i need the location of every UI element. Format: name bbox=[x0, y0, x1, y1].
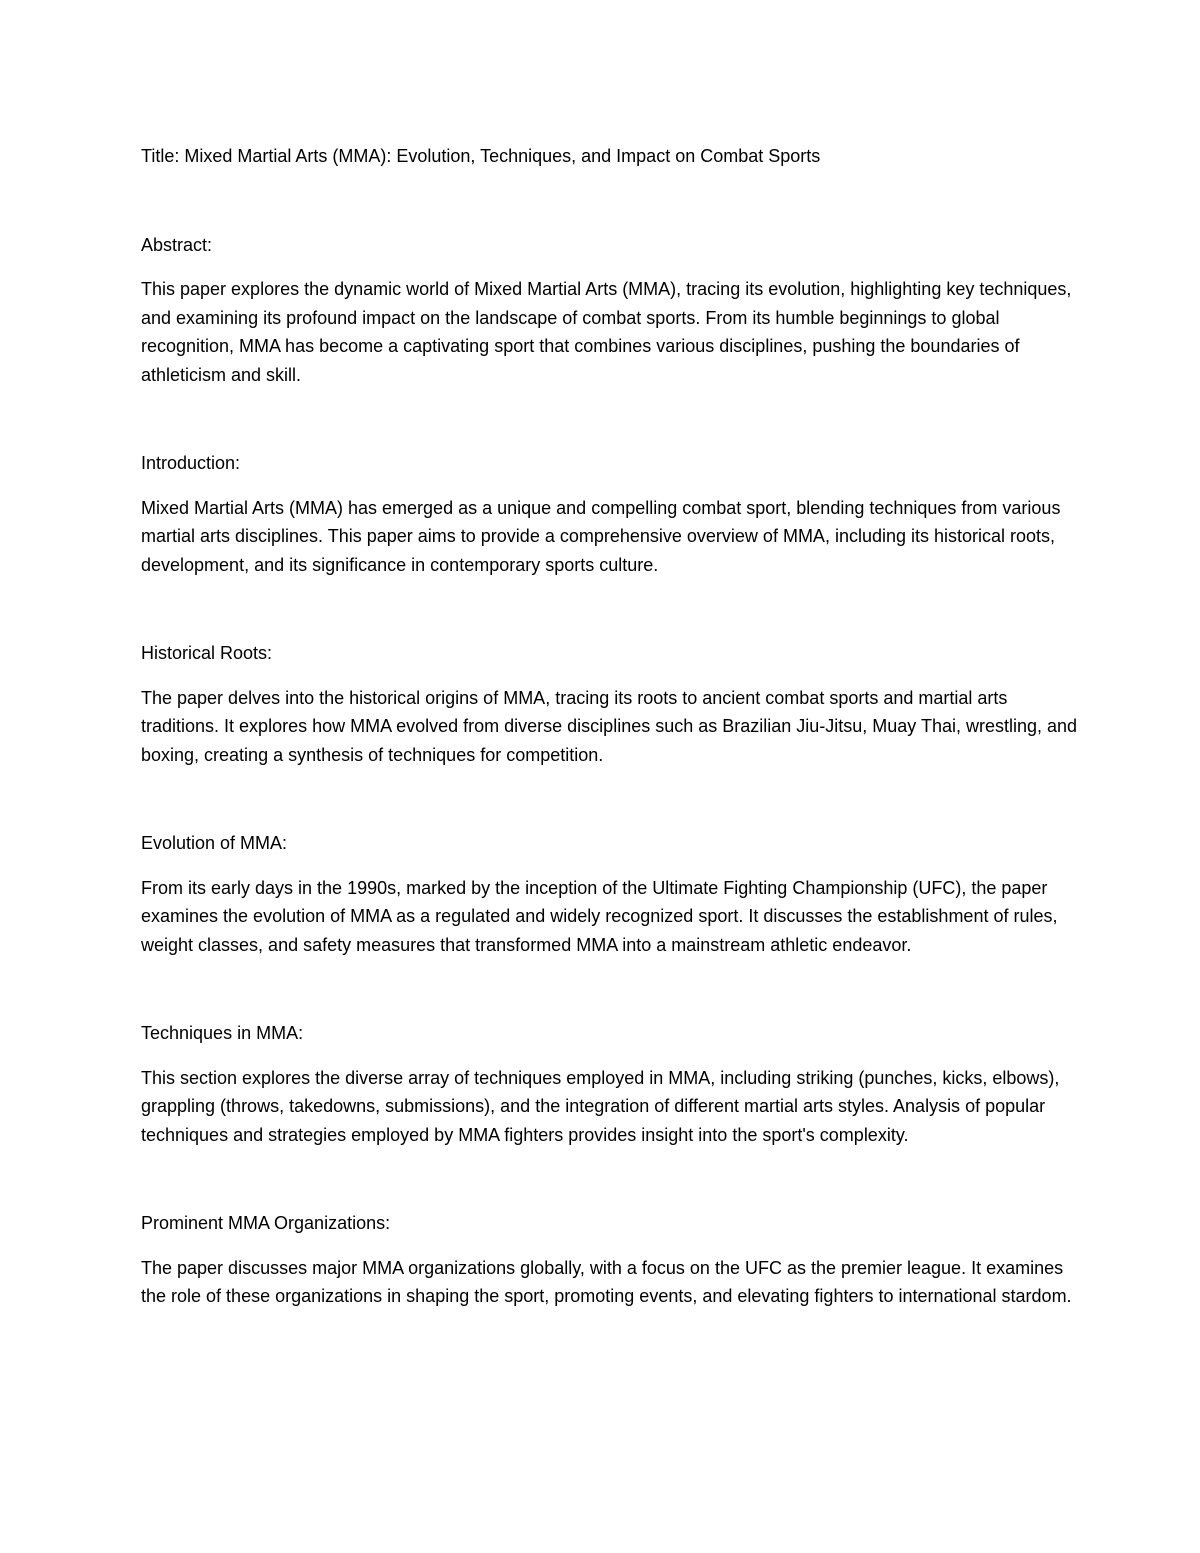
section-body: This paper explores the dynamic world of Mixed Martial Arts (MMA), tracing its evolution, highlighting key techniques, and examining its profound impact on the landscape of combat sports. From its humble beginnings to global recognition, MMA has become a captivating sport that combines various disciplines, pushing the boundaries of athleticism and skill. bbox=[141, 279, 1072, 385]
section-body: The paper delves into the historical origins of MMA, tracing its roots to ancient combat sports and martial arts traditions. It explores how MMA evolved from diverse disciplines such as Brazilian Jiu-Jitsu, Muay Thai, wrestling, and boxing, creating a synthesis of techniques for competition. bbox=[141, 687, 1078, 765]
section-evolution bbox=[141, 829, 1081, 959]
section-historical-roots bbox=[141, 639, 1081, 769]
section-body: Mixed Martial Arts (MMA) has emerged as a unique and compelling combat sport, blending techniques from various martial arts disciplines. This paper aims to provide a comprehensive overview of MMA, including its historical roots, development, and its significance in contemporary sports culture. bbox=[141, 497, 1061, 575]
section-body: From its early days in the 1990s, marked by the inception of the Ultimate Fighting Championship (UFC), the paper examines the evolution of MMA as a regulated and widely recognized sport. It discusses the establishment of rules, weight classes, and safety measures that transformed MMA into a mainstream athletic endeavor. bbox=[141, 877, 1058, 955]
document-content bbox=[141, 142, 1081, 1311]
section-heading: Prominent MMA Organizations: bbox=[141, 1213, 391, 1233]
section-body: This section explores the diverse array of techniques employed in MMA, including striking (punches, kicks, elbows), grappling (throws, takedowns, submissions), and the integration of different martial arts styles. Analysis of popular techniques and strategies employed by MMA fighters provides insight into the sport's complexity. bbox=[141, 1067, 1060, 1145]
section-abstract bbox=[141, 231, 1081, 390]
document-title: Title: Mixed Martial Arts (MMA): Evolution, Techniques, and Impact on Combat Sports bbox=[141, 146, 821, 166]
section-heading: Evolution of MMA: bbox=[141, 833, 288, 853]
section-body: The paper discusses major MMA organizations globally, with a focus on the UFC as the premier league. It examines the role of these organizations in shaping the sport, promoting events, and elevating fighters to international stardom. bbox=[141, 1257, 1072, 1306]
section-introduction bbox=[141, 449, 1081, 579]
section-heading: Historical Roots: bbox=[141, 643, 273, 663]
section-organizations bbox=[141, 1209, 1081, 1311]
section-techniques bbox=[141, 1019, 1081, 1149]
section-heading: Abstract: bbox=[141, 234, 213, 255]
section-heading: Techniques in MMA: bbox=[141, 1023, 304, 1043]
section-heading: Introduction: bbox=[141, 453, 241, 473]
